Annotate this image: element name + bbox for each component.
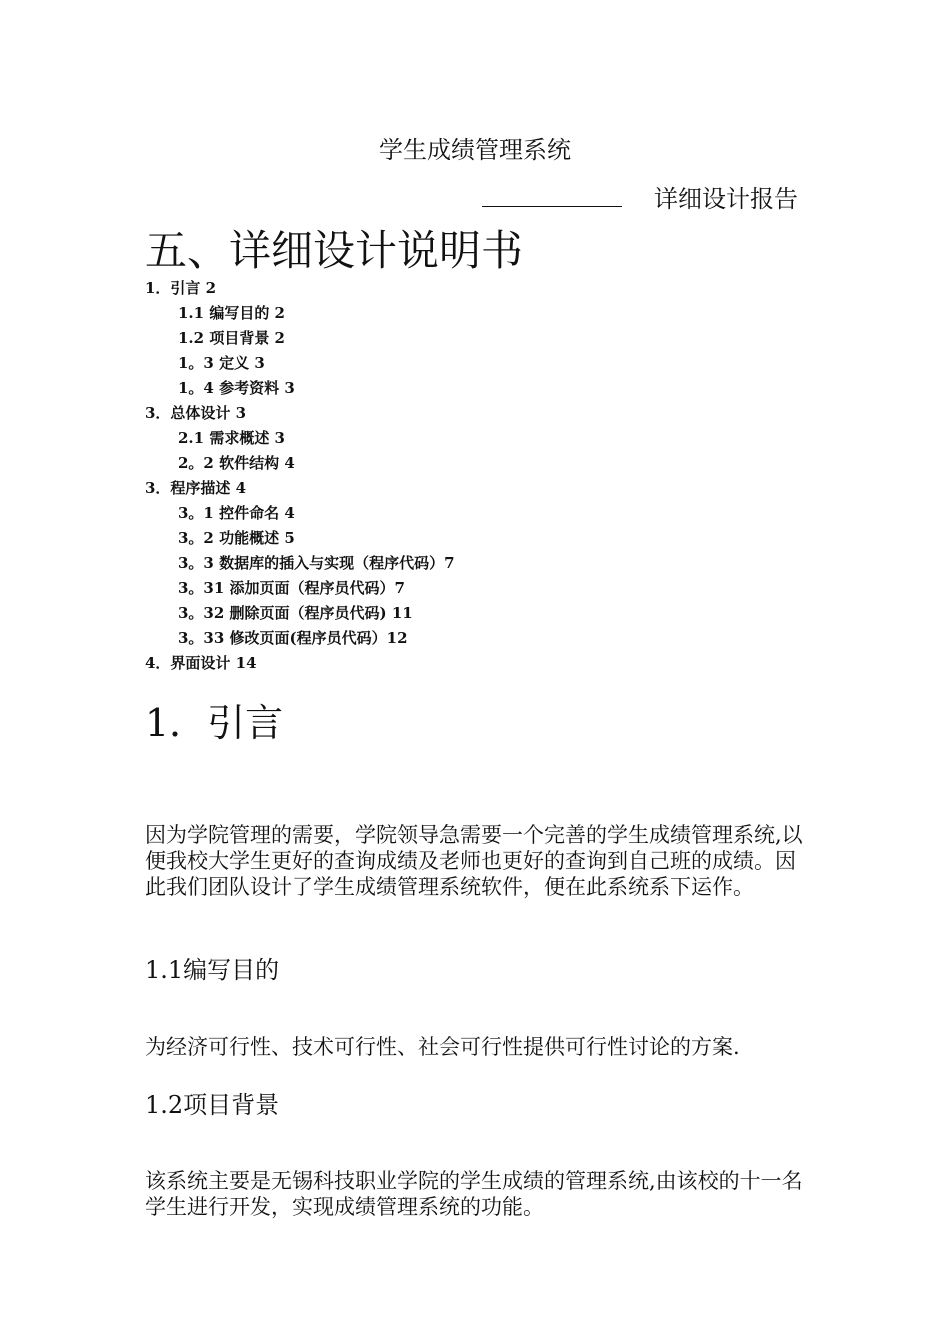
toc-entry[interactable]: 3。31 添加页面（程序员代码）7 bbox=[178, 579, 405, 597]
main-heading: 五、详细设计说明书 bbox=[145, 226, 524, 275]
toc-entry[interactable]: 1。3 定义 3 bbox=[178, 354, 265, 372]
toc-entry[interactable]: 4．界面设计 14 bbox=[145, 654, 257, 672]
toc-entry[interactable]: 2。2 软件结构 4 bbox=[178, 454, 295, 472]
toc-entry[interactable]: 1。4 参考资料 3 bbox=[178, 379, 295, 397]
toc-entry[interactable]: 3．总体设计 3 bbox=[145, 404, 247, 422]
section-heading-intro: 1．引言 bbox=[145, 701, 284, 745]
section-heading-background: 1.2项目背景 bbox=[145, 1091, 280, 1119]
background-paragraph: 该系统主要是无锡科技职业学院的学生成绩的管理系统,由该校的十一名学生进行开发，实现成绩管理系统的功能。 bbox=[145, 1169, 803, 1219]
toc-entry[interactable]: 3。32 删除页面（程序员代码) 11 bbox=[178, 604, 413, 622]
subtitle-underline bbox=[482, 206, 622, 207]
toc-entry[interactable]: 3。33 修改页面(程序员代码）12 bbox=[178, 629, 408, 647]
intro-paragraph: 因为学院管理的需要，学院领导急需要一个完善的学生成绩管理系统,以便我校大学生更好的查询成绩及老师也更好的查询到自己班的成绩。因此我们团队设计了学生成绩管理系统软件，便在此系统系下运作。 bbox=[145, 823, 803, 899]
toc-entry[interactable]: 3．程序描述 4 bbox=[145, 479, 247, 497]
section-heading-purpose: 1.1编写目的 bbox=[145, 956, 280, 984]
toc-entry[interactable]: 1．引言 2 bbox=[145, 279, 217, 297]
toc-entry[interactable]: 3。3 数据库的插入与实现（程序代码）7 bbox=[178, 554, 455, 572]
toc-entry[interactable]: 3。2 功能概述 5 bbox=[178, 529, 295, 547]
purpose-paragraph: 为经济可行性、技术可行性、社会可行性提供可行性讨论的方案. bbox=[145, 1035, 740, 1059]
toc-entry[interactable]: 3。1 控件命名 4 bbox=[178, 504, 295, 522]
toc-entry[interactable]: 1.1 编写目的 2 bbox=[178, 304, 285, 322]
table-of-contents bbox=[145, 276, 845, 676]
toc-entry[interactable]: 1.2 项目背景 2 bbox=[178, 329, 285, 347]
document-title: 学生成绩管理系统 bbox=[379, 136, 571, 164]
document-subtitle: 详细设计报告 bbox=[654, 185, 798, 213]
toc-entry[interactable]: 2.1 需求概述 3 bbox=[178, 429, 285, 447]
